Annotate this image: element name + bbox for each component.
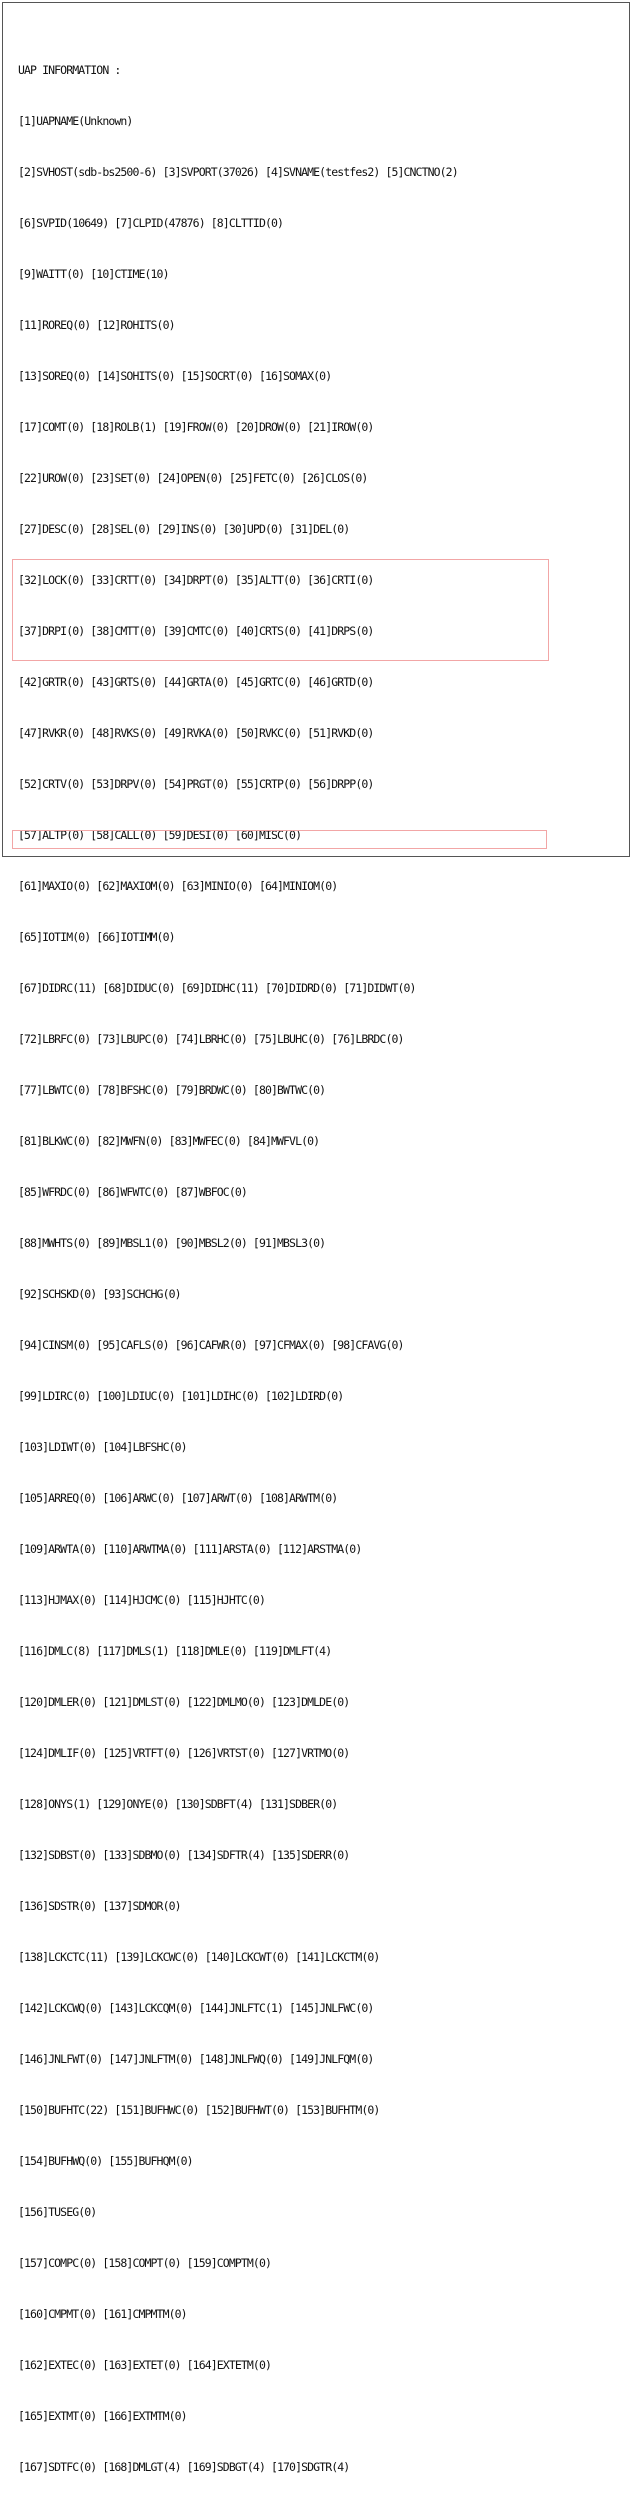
listing-line: [94]CINSM(0) [95]CAFLS(0) [96]CAFWR(0) [97]CFMAX(0) [98]CFAVG(0): [18, 1338, 404, 1352]
listing-line: [156]TUSEG(0): [18, 2205, 97, 2219]
listing-line: [105]ARREQ(0) [106]ARWC(0) [107]ARWT(0) [108]ARWTM(0): [18, 1491, 338, 1505]
listing-line-highlighted: [124]DMLIF(0) [125]VRTFT(0) [126]VRTST(0) [127]VRTMO(0): [18, 1746, 350, 1760]
listing-line: [157]COMPC(0) [158]COMPT(0) [159]COMPTM(0): [18, 2256, 271, 2270]
listing-line: [77]LBWTC(0) [78]BFSHC(0) [79]BRDWC(0) [80]BWTWC(0): [18, 1083, 326, 1097]
listing-line-highlighted: [132]SDBST(0) [133]SDBMO(0) [134]SDFTR(4) [135]SDERR(0): [18, 1848, 350, 1862]
listing-line: [65]IOTIM(0) [66]IOTIMM(0): [18, 930, 175, 944]
listing-line: [150]BUFHTC(22) [151]BUFHWC(0) [152]BUFHWT(0) [153]BUFHTM(0): [18, 2103, 380, 2117]
listing-line-highlighted: [116]DMLC(8) [117]DMLS(1) [118]DMLE(0) [119]DMLFT(4): [18, 1644, 332, 1658]
listing-line: [103]LDIWT(0) [104]LBFSHC(0): [18, 1440, 187, 1454]
listing-line: [6]SVPID(10649) [7]CLPID(47876) [8]CLTTID(0): [18, 216, 284, 230]
listing-line: [85]WFRDC(0) [86]WFWTC(0) [87]WBFOC(0): [18, 1185, 247, 1199]
listing-line: [9]WAITT(0) [10]CTIME(10): [18, 267, 169, 281]
listing-line: [61]MAXIO(0) [62]MAXIOM(0) [63]MINIO(0) [64]MINIOM(0): [18, 879, 338, 893]
listing-line: [138]LCKCTC(11) [139]LCKCWC(0) [140]LCKCWT(0) [141]LCKCTM(0): [18, 1950, 380, 1964]
listing-line: [162]EXTEC(0) [163]EXTET(0) [164]EXTETM(0): [18, 2358, 271, 2372]
listing-line: [92]SCHSKD(0) [93]SCHCHG(0): [18, 1287, 181, 1301]
listing-line-highlighted: [136]SDSTR(0) [137]SDMOR(0): [18, 1899, 181, 1913]
listing-line: [17]COMT(0) [18]ROLB(1) [19]FROW(0) [20]DROW(0) [21]IROW(0): [18, 420, 374, 434]
listing-title: UAP INFORMATION :: [18, 63, 121, 77]
listing-line: [67]DIDRC(11) [68]DIDUC(0) [69]DIDHC(11) [70]DIDRD(0) [71]DIDWT(0): [18, 981, 416, 995]
listing-line: [142]LCKCWQ(0) [143]LCKCQM(0) [144]JNLFTC(1) [145]JNLFWC(0): [18, 2001, 374, 2015]
listing-line-highlighted: [120]DMLER(0) [121]DMLST(0) [122]DMLMO(0) [123]DMLDE(0): [18, 1695, 350, 1709]
listing-line: [52]CRTV(0) [53]DRPV(0) [54]PRGT(0) [55]CRTP(0) [56]DRPP(0): [18, 777, 374, 791]
listing-line: [160]CMPMT(0) [161]CMPMTM(0): [18, 2307, 187, 2321]
listing-line: [13]SOREQ(0) [14]SOHITS(0) [15]SOCRT(0) [16]SOMAX(0): [18, 369, 332, 383]
listing-line: [57]ALTP(0) [58]CALL(0) [59]DESI(0) [60]MISC(0): [18, 828, 302, 842]
listing-line: [81]BLKWC(0) [82]MWFN(0) [83]MWFEC(0) [84]MWFVL(0): [18, 1134, 320, 1148]
listing-line: [47]RVKR(0) [48]RVKS(0) [49]RVKA(0) [50]RVKC(0) [51]RVKD(0): [18, 726, 374, 740]
listing-line: [32]LOCK(0) [33]CRTT(0) [34]DRPT(0) [35]ALTT(0) [36]CRTI(0): [18, 573, 374, 587]
listing-line: [109]ARWTA(0) [110]ARWTMA(0) [111]ARSTA(0) [112]ARSTMA(0): [18, 1542, 362, 1556]
uap-information-listing: [18, 28, 458, 2493]
listing-line: [99]LDIRC(0) [100]LDIUC(0) [101]LDIHC(0) [102]LDIRD(0): [18, 1389, 344, 1403]
listing-line: [165]EXTMT(0) [166]EXTMTM(0): [18, 2409, 187, 2423]
listing-line: [11]ROREQ(0) [12]ROHITS(0): [18, 318, 175, 332]
listing-line: [22]UROW(0) [23]SET(0) [24]OPEN(0) [25]FETC(0) [26]CLOS(0): [18, 471, 368, 485]
listing-line: [27]DESC(0) [28]SEL(0) [29]INS(0) [30]UPD(0) [31]DEL(0): [18, 522, 350, 536]
listing-line: [2]SVHOST(sdb-bs2500-6) [3]SVPORT(37026) [4]SVNAME(testfes2) [5]CNCTNO(2): [18, 165, 458, 179]
listing-line: [154]BUFHWQ(0) [155]BUFHQM(0): [18, 2154, 193, 2168]
listing-line: [146]JNLFWT(0) [147]JNLFTM(0) [148]JNLFWQ(0) [149]JNLFQM(0): [18, 2052, 374, 2066]
listing-line: [37]DRPI(0) [38]CMTT(0) [39]CMTC(0) [40]CRTS(0) [41]DRPS(0): [18, 624, 374, 638]
listing-line: [88]MWHTS(0) [89]MBSL1(0) [90]MBSL2(0) [91]MBSL3(0): [18, 1236, 326, 1250]
listing-line: [1]UAPNAME(Unknown): [18, 114, 133, 128]
listing-line-highlighted: [128]ONYS(1) [129]ONYE(0) [130]SDBFT(4) [131]SDBER(0): [18, 1797, 338, 1811]
listing-line: [42]GRTR(0) [43]GRTS(0) [44]GRTA(0) [45]GRTC(0) [46]GRTD(0): [18, 675, 374, 689]
listing-line: [72]LBRFC(0) [73]LBUPC(0) [74]LBRHC(0) [75]LBUHC(0) [76]LBRDC(0): [18, 1032, 404, 1046]
listing-line: [113]HJMAX(0) [114]HJCMC(0) [115]HJHTC(0): [18, 1593, 265, 1607]
listing-line-highlighted: [167]SDTFC(0) [168]DMLGT(4) [169]SDBGT(4) [170]SDGTR(4): [18, 2460, 350, 2474]
